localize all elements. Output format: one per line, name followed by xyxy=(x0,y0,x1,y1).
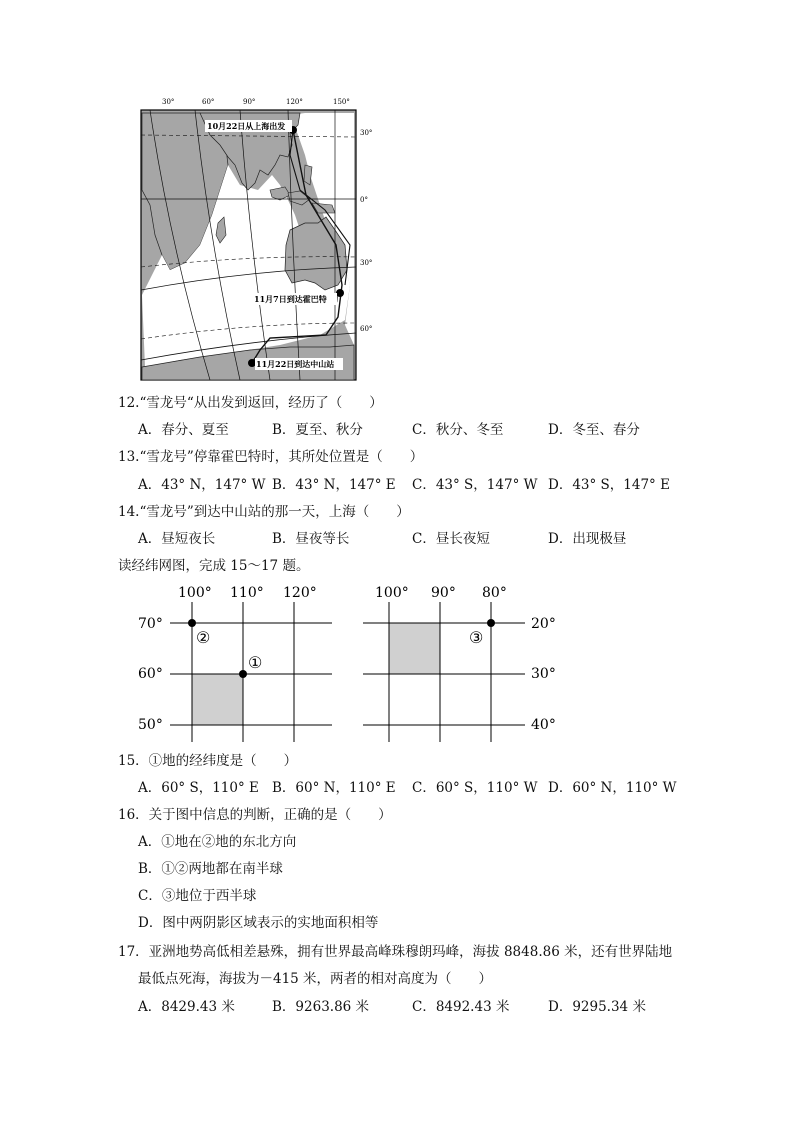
question-14-stem: 14.“雪龙号”到达中山站的那一天，上海（ ） xyxy=(118,504,410,520)
hobart-point xyxy=(336,289,344,297)
option-b[interactable]: B．夏至、秋分 xyxy=(272,422,363,438)
annotation-hobart: 11月7日到达霍巴特 xyxy=(254,294,327,304)
option-b[interactable]: B．①②两地都在南半球 xyxy=(138,861,283,877)
map-top-label: 60° xyxy=(202,98,215,106)
grid-2-top-label: 90° xyxy=(431,585,456,601)
route-map xyxy=(140,95,380,385)
grid-1-top-label: 110° xyxy=(230,585,264,601)
annotation-depart: 10月22日从上海出发 xyxy=(207,121,286,131)
grid-1-left-label: 50° xyxy=(138,717,163,733)
option-d[interactable]: D．60° N，110° W xyxy=(548,780,677,796)
grid-1-top-label: 120° xyxy=(283,585,317,601)
option-c[interactable]: C．秋分、冬至 xyxy=(412,422,504,438)
map-top-label: 30° xyxy=(162,98,175,106)
question-17-options xyxy=(138,997,698,1017)
option-d[interactable]: D．9295.34 米 xyxy=(548,999,646,1015)
point-2 xyxy=(188,619,196,627)
question-14-options xyxy=(138,529,698,549)
lat-lon-grid-2 xyxy=(355,580,570,749)
option-a[interactable]: A．昼短夜长 xyxy=(138,531,216,547)
grid-1-svg xyxy=(130,580,345,745)
option-a[interactable]: A．60° S，110° E xyxy=(138,780,259,796)
option-d[interactable]: D．43° S，147° E xyxy=(548,477,670,493)
option-d[interactable]: D．冬至、春分 xyxy=(548,422,640,438)
option-d[interactable]: D．图中两阴影区域表示的实地面积相等 xyxy=(138,915,379,931)
option-b[interactable]: B．60° N，110° E xyxy=(272,780,396,796)
option-c[interactable]: C．昼长夜短 xyxy=(412,531,490,547)
question-12-stem: 12.“雪龙号“从出发到返回，经历了（ ） xyxy=(118,395,383,411)
question-13-options xyxy=(138,475,698,495)
option-a[interactable]: A．43° N，147° W xyxy=(138,477,266,493)
grid-1-left-label: 70° xyxy=(138,616,163,632)
point-3 xyxy=(487,619,495,627)
map-top-label: 120° xyxy=(286,98,303,106)
grid-2-shaded-area xyxy=(389,623,440,674)
section-intro: 读经纬网图，完成 15～17 题。 xyxy=(118,558,310,574)
map-right-label: 30° xyxy=(360,259,373,267)
option-c[interactable]: C．43° S，147° W xyxy=(412,477,538,493)
map-top-label: 150° xyxy=(333,98,350,106)
point-1-label: ① xyxy=(248,653,263,672)
option-d[interactable]: D．出现极昼 xyxy=(548,531,627,547)
grid-2-right-label: 30° xyxy=(531,666,556,682)
question-17-stem-line2: 最低点死海，海拔为－415 米，两者的相对高度为（ ） xyxy=(138,971,493,987)
option-a[interactable]: A．8429.43 米 xyxy=(138,999,235,1015)
grid-1-shaded-area xyxy=(192,674,243,725)
question-15-stem: 15．①地的经纬度是（ ） xyxy=(118,753,298,769)
grid-2-right-label: 40° xyxy=(531,717,556,733)
question-12-options xyxy=(138,420,698,440)
map-top-label: 90° xyxy=(243,98,256,106)
question-17-stem-line1: 17．亚洲地势高低相差悬殊，拥有世界最高峰珠穆朗玛峰，海拔 8848.86 米，还有世界陆地 xyxy=(118,944,673,960)
grid-2-right-label: 20° xyxy=(531,616,556,632)
annotation-zhongshan: 11月22日到达中山站 xyxy=(256,359,335,369)
zhongshan-point xyxy=(248,359,256,367)
option-c[interactable]: C．8492.43 米 xyxy=(412,999,510,1015)
map-right-label: 0° xyxy=(360,196,368,204)
lat-lon-grid-1 xyxy=(130,580,345,749)
grid-1-left-label: 60° xyxy=(138,666,163,682)
option-c[interactable]: C．60° S，110° W xyxy=(412,780,538,796)
option-b[interactable]: B．43° N，147° E xyxy=(272,477,396,493)
point-3-label: ③ xyxy=(469,628,484,647)
option-b[interactable]: B．9263.86 米 xyxy=(272,999,370,1015)
grid-2-svg xyxy=(355,580,570,745)
question-15-options xyxy=(138,778,698,798)
grid-2-top-label: 80° xyxy=(482,585,507,601)
map-right-label: 30° xyxy=(360,129,373,137)
point-2-label: ② xyxy=(196,628,211,647)
point-1 xyxy=(239,670,247,678)
question-13-stem: 13.“雪龙号”停靠霍巴特时，其所处位置是（ ） xyxy=(118,449,424,465)
option-b[interactable]: B．昼夜等长 xyxy=(272,531,350,547)
route-map-figure xyxy=(140,95,380,385)
map-right-label: 60° xyxy=(360,325,373,333)
question-16-stem: 16．关于图中信息的判断，正确的是（ ） xyxy=(118,807,392,823)
option-c[interactable]: C．③地位于西半球 xyxy=(138,888,257,904)
option-a[interactable]: A．春分、夏至 xyxy=(138,422,229,438)
option-a[interactable]: A．①地在②地的东北方向 xyxy=(138,834,297,850)
grid-2-top-label: 100° xyxy=(375,585,409,601)
grid-1-top-label: 100° xyxy=(178,585,212,601)
